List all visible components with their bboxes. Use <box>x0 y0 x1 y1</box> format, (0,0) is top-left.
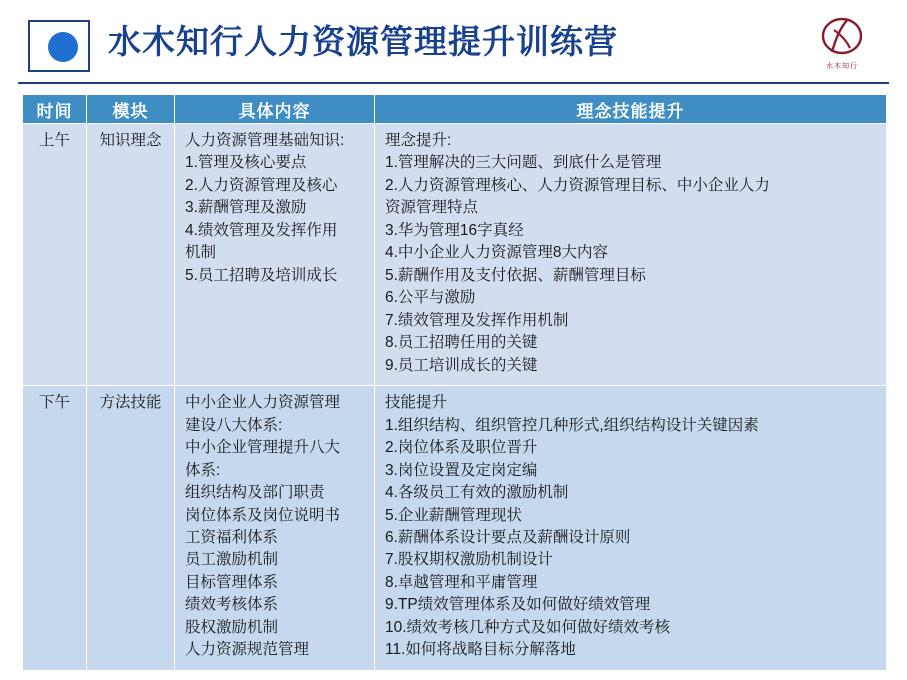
text-line: 7.股权期权激励机制设计 <box>385 551 553 569</box>
text-line: 岗位体系及岗位说明书 <box>185 506 341 524</box>
schedule-table-wrapper <box>22 94 886 671</box>
text-line: 资源管理特点 <box>385 199 479 217</box>
cell-module: 方法技能 <box>87 386 175 671</box>
text-line: 3.华为管理16字真经 <box>385 221 524 239</box>
cell-skill <box>375 124 887 386</box>
text-line: 5.薪酬作用及支付依据、薪酬管理目标 <box>385 266 646 284</box>
text-line: 4.绩效管理及发挥作用 <box>185 221 338 239</box>
text-line: 1.组织结构、组织管控几种形式,组织结构设计关键因素 <box>385 416 759 434</box>
schedule-table <box>22 94 887 671</box>
text-line: 3.岗位设置及定岗定编 <box>385 461 538 479</box>
text-line: 2.岗位体系及职位晋升 <box>385 439 538 457</box>
brand-name: 水木知行 <box>826 63 858 70</box>
text-line: 3.薪酬管理及激励 <box>185 199 307 217</box>
column-header-content: 具体内容 <box>175 95 375 124</box>
text-line: 中小企业人力资源管理 <box>185 394 341 412</box>
slide-header <box>0 0 907 84</box>
brand-logo <box>807 14 877 76</box>
company-seal-icon <box>814 14 870 60</box>
text-line: 机制 <box>185 244 217 262</box>
cell-module: 知识理念 <box>87 124 175 386</box>
circle-logo-icon <box>48 32 78 62</box>
text-line: 5.员工招聘及培训成长 <box>185 266 338 284</box>
cell-time: 下午 <box>23 386 87 671</box>
text-line: 9.员工培训成长的关键 <box>385 356 538 374</box>
column-header-module: 模块 <box>87 95 175 124</box>
text-line: 体系: <box>185 461 221 479</box>
text-line: 11.如何将战略目标分解落地 <box>385 641 576 659</box>
text-line: 员工激励机制 <box>185 551 279 569</box>
table-header-row <box>23 95 887 124</box>
text-line: 人力资源管理基础知识: <box>185 132 345 149</box>
text-line: 5.企业薪酬管理现状 <box>385 506 522 524</box>
text-line: 7.绩效管理及发挥作用机制 <box>385 311 569 329</box>
cell-content <box>175 124 375 386</box>
text-line: 10.绩效考核几种方式及如何做好绩效考核 <box>385 618 671 636</box>
cell-content <box>175 386 375 671</box>
cell-time: 上午 <box>23 124 87 386</box>
column-header-time: 时间 <box>23 95 87 124</box>
text-line: 目标管理体系 <box>185 573 279 591</box>
text-line: 2.人力资源管理及核心 <box>185 176 338 194</box>
text-line: 9.TP绩效管理体系及如何做好绩效管理 <box>385 596 651 614</box>
header-divider <box>18 82 889 84</box>
text-line: 1.管理及核心要点 <box>185 154 307 172</box>
text-line: 中小企业管理提升八大 <box>185 439 341 457</box>
text-line: 绩效考核体系 <box>185 596 279 614</box>
text-line: 理念提升: <box>385 132 452 149</box>
text-line: 人力资源规范管理 <box>185 641 310 659</box>
text-line: 工资福利体系 <box>185 528 279 546</box>
table-row <box>23 386 887 671</box>
text-line: 6.公平与激励 <box>385 289 476 307</box>
text-line: 2.人力资源管理核心、人力资源管理目标、中小企业人力 <box>385 176 770 194</box>
cell-skill <box>375 386 887 671</box>
text-line: 组织结构及部门职责 <box>185 484 325 502</box>
text-line: 股权激励机制 <box>185 618 279 636</box>
text-line: 技能提升 <box>385 394 448 412</box>
text-line: 1.管理解决的三大问题、到底什么是管理 <box>385 154 662 172</box>
text-line: 4.中小企业人力资源管理8大内容 <box>385 244 609 262</box>
column-header-skill: 理念技能提升 <box>375 95 887 124</box>
text-line: 4.各级员工有效的激励机制 <box>385 484 569 502</box>
text-line: 8.卓越管理和平庸管理 <box>385 573 538 591</box>
table-row <box>23 124 887 386</box>
text-line: 8.员工招聘任用的关键 <box>385 334 538 352</box>
page-title: 水木知行人力资源管理提升训练营 <box>108 23 618 60</box>
text-line: 6.薪酬体系设计要点及薪酬设计原则 <box>385 528 631 546</box>
text-line: 建设八大体系: <box>185 416 283 434</box>
